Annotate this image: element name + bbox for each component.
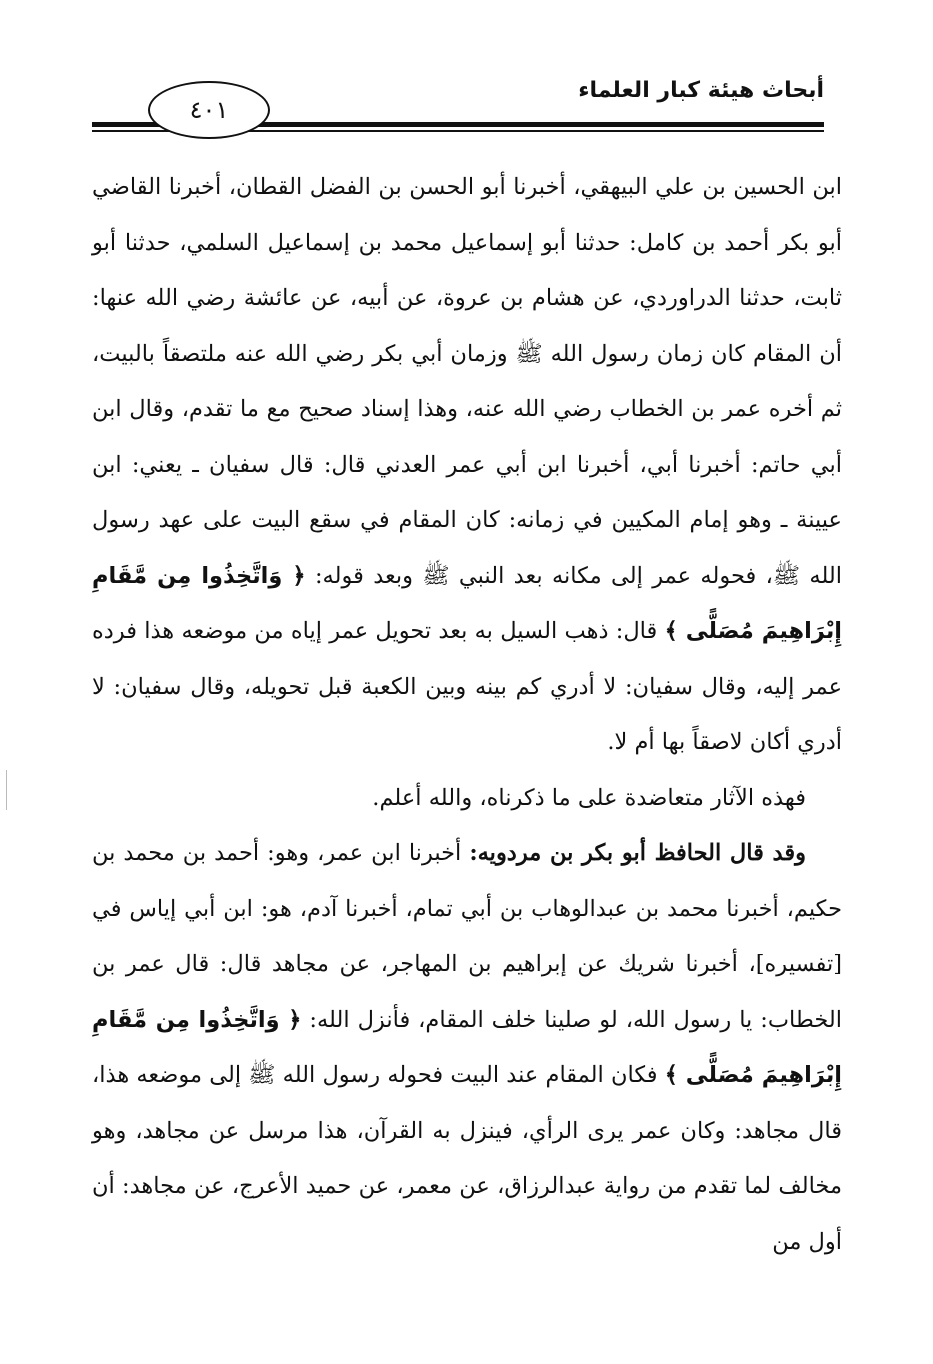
scan-margin-mark: [6, 770, 7, 810]
paragraph-1-text-b: قال: ذهب السيل به بعد تحويل عمر إياه من موضعه هذا فرده عمر إليه، وقال سفيان: لا أدري كم بينه وبين الكعبة قبل تحويله، وقال سفيان: لا أدري أكان لاصقاً بها أم لا.: [92, 618, 842, 755]
quran-verse-1: ﴿ وَاتَّخِذُوا مِن مَّقَامِ إِبْرَاهِيمَ مُصَلًّى ﴾: [92, 562, 843, 644]
paragraph-3-text-a: أخبرنا ابن عمر، وهو: أحمد بن محمد بن حكيم، أخبرنا محمد بن عبدالوهاب بن أبي تمام، أخبرنا آدم، هو: ابن أبي إياس في [تفسيره]، أخبرنا شريك عن إبراهيم بن المهاجر، عن مجاهد قال: قال عمر بن الخطاب: يا رسول الله، لو صلينا خلف المقام، فأنزل الله:: [92, 840, 842, 1033]
paragraph-3-lead: وقد قال الحافظ أبو بكر بن مردويه:: [469, 840, 806, 866]
paragraph-1: [92, 160, 842, 771]
paragraph-1-text-a: ابن الحسين بن علي البيهقي، أخبرنا أبو الحسن بن الفضل القطان، أخبرنا القاضي أبو بكر أحمد بن كامل: حدثنا أبو إسماعيل محمد بن إسماعيل السلمي، حدثنا أبو ثابت، حدثنا الدراوردي، عن هشام بن عروة، عن أبيه، عن عائشة رضي الله عنها: أن المقام كان زمان رسول الله ﷺ وزمان أبي بكر رضي الله عنه ملتصقاً بالبيت، ثم أخره عمر بن الخطاب رضي الله عنه، وهذا إسناد صحيح مع ما تقدم، وقال ابن أبي حاتم: أخبرنا أبي، أخبرنا ابن أبي عمر العدني قال: قال سفيان ـ يعني: ابن عيينة ـ وهو إمام المكيين في زمانه: كان المقام في سقع البيت على عهد رسول الله ﷺ، فحوله عمر إلى مكانه بعد النبي ﷺ وبعد قوله:: [92, 174, 842, 589]
body-text: [92, 160, 842, 1270]
paragraph-2: فهذه الآثار متعاضدة على ما ذكرناه، والله أعلم.: [372, 784, 806, 811]
quran-verse-2: ﴿ وَاتَّخِذُوا مِن مَّقَامِ إِبْرَاهِيمَ مُصَلًّى ﴾: [92, 1006, 842, 1088]
paragraph-3: [92, 826, 842, 1270]
running-title: أبحاث هيئة كبار العلماء: [578, 78, 824, 103]
paragraph-3-text-b: فكان المقام عند البيت فحوله رسول الله ﷺ إلى موضعه هذا، قال مجاهد: وكان عمر يرى الرأي، فينزل به القرآن، هذا مرسل عن مجاهد، وهو مخالف لما تقدم من رواية عبدالرزاق، عن معمر، عن حميد الأعرج، عن مجاهد: أن أول من: [92, 1062, 842, 1255]
page-number: ٤٠١: [189, 96, 229, 124]
page-header: [92, 72, 824, 142]
page-number-oval: [148, 81, 270, 139]
